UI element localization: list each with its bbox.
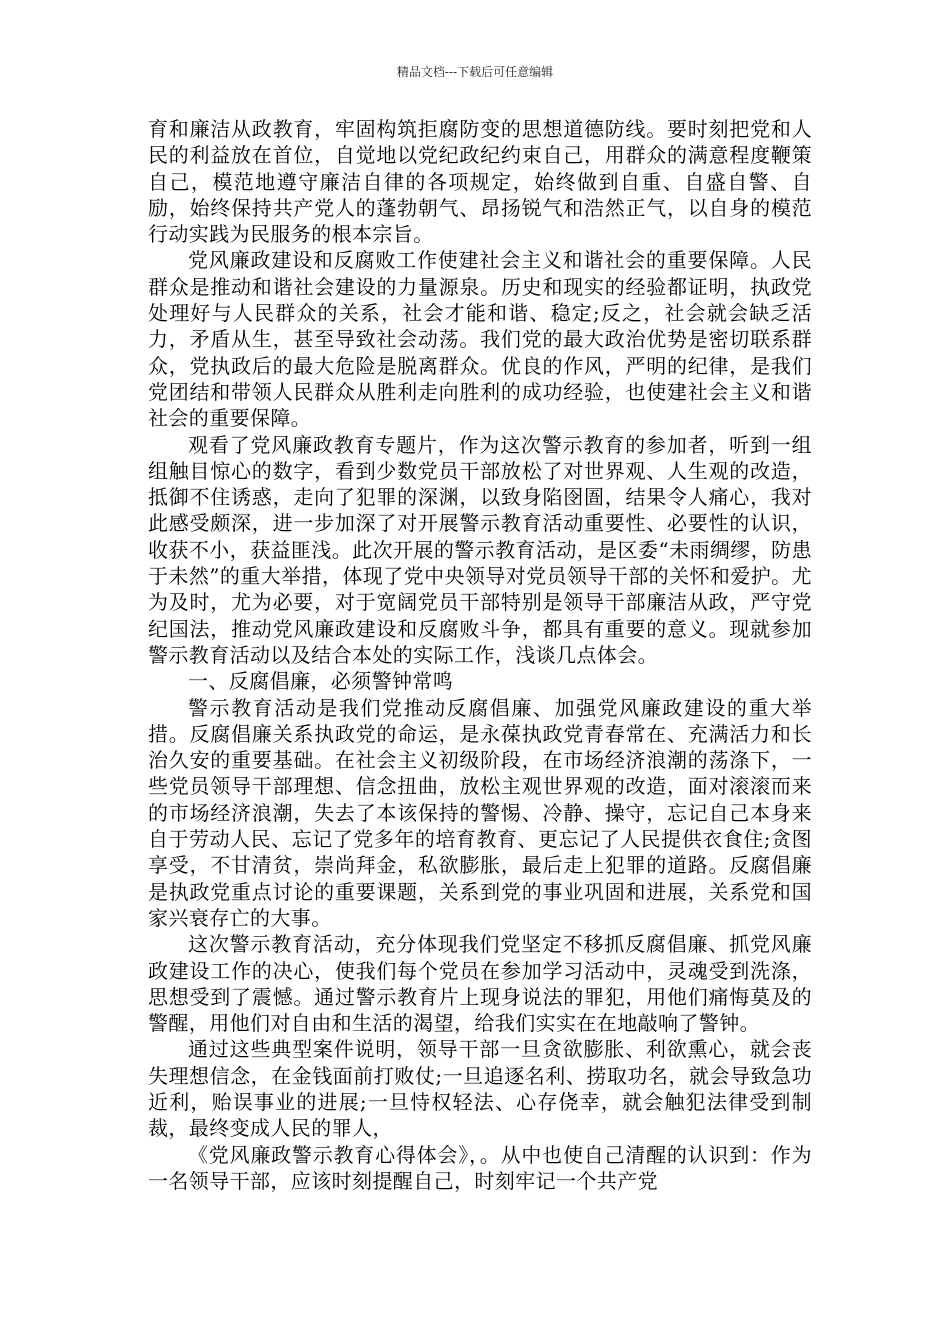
paragraph: 警示教育活动是我们党推动反腐倡廉、加强党风廉政建设的重大举措。反腐倡廉关系执政党的命运，是永葆执政党青春常在、充满活力和长治久安的重要基础。在社会主义初级阶段，在市场经济浪潮的荡涤下，一些党员领导干部理想、信念扭曲，放松主观世界观的改造，面对滚滚而来的市场经济浪潮，失去了本该保持的警惕、冷静、操守，忘记自己本身来自于劳动人民、忘记了党多年的培育教育、更忘记了人民提供衣食住;贪图享受，不甘清贫，崇尚拜金，私欲膨胀，最后走上犯罪的道路。反腐倡廉是执政党重点讨论的重要课题，关系到党的事业巩固和进展，关系党和国家兴衰存亡的大事。 [148,695,812,930]
page-header: 精品文档---下载后可任意编辑 [396,65,554,79]
paragraph: 《党风廉政警示教育心得体会》，。从中也使自己清醒的认识到：作为一名领导干部，应该时刻提醒自己，时刻牢记一个共产党 [148,1142,812,1193]
paragraph: 通过这些典型案件说明，领导干部一旦贪欲膨胀、利欲熏心，就会丧失理想信念，在金钱面前打败仗;一旦追逐名利、捞取功名，就会导致急功近利，贻误事业的进展;一旦恃权轻法、心存侥幸，就会触犯法律受到制裁，最终变成人民的罪人， [148,1037,812,1141]
paragraph: 这次警示教育活动，充分体现我们党坚定不移抓反腐倡廉、抓党风廉政建设工作的决心，使我们每个党员在参加学习活动中，灵魂受到洗涤，思想受到了震憾。通过警示教育片上现身说法的罪犯，用他们痛悔莫及的警醒，用他们对自由和生活的渴望，给我们实实在在地敲响了警钟。 [148,932,812,1036]
paragraph: 党风廉政建设和反腐败工作使建社会主义和谐社会的重要保障。人民群众是推动和谐社会建设的力量源泉。历史和现实的经验都证明，执政党处理好与人民群众的关系，社会才能和谐、稳定;反之，社会就会缺乏活力，矛盾从生，甚至导致社会动荡。我们党的最大政治优势是密切联系群众，党执政后的最大危险是脱离群众。优良的作风，严明的纪律，是我们党团结和带领人民群众从胜利走向胜利的成功经验，也使建社会主义和谐社会的重要保障。 [148,248,812,431]
paragraph: 育和廉洁从政教育，牢固构筑拒腐防变的思想道德防线。要时刻把党和人民的利益放在首位，自觉地以党纪政纪约束自己，用群众的满意程度鞭策自己，模范地遵守廉洁自律的各项规定，始终做到自重、自盛自警、自励，始终保持共产党人的蓬勃朝气、昂扬锐气和浩然正气，以自身的模范行动实践为民服务的根本宗旨。 [148,117,812,247]
document-body [148,116,812,1194]
section-heading: 一、反腐倡廉，必须警钟常鸣 [188,669,454,694]
paragraph: 观看了党风廉政教育专题片，作为这次警示教育的参加者，听到一组组触目惊心的数字，看到少数党员干部放松了对世界观、人生观的改造，抵御不住诱惑，走向了犯罪的深渊，以致身陷囹圄，结果令人痛心，我对此感受颇深，进一步加深了对开展警示教育活动重要性、必要性的认识，收获不小，获益匪浅。此次开展的警示教育活动，是区委“未雨绸缪，防患于未然”的重大举措，体现了党中央领导对党员领导干部的关怀和爱护。尤为及时，尤为必要，对于宽阔党员干部特别是领导干部廉洁从政，严守党纪国法，推动党风廉政建设和反腐败斗争，都具有重要的意义。现就参加警示教育活动以及结合本处的实际工作，浅谈几点体会。 [148,432,812,667]
